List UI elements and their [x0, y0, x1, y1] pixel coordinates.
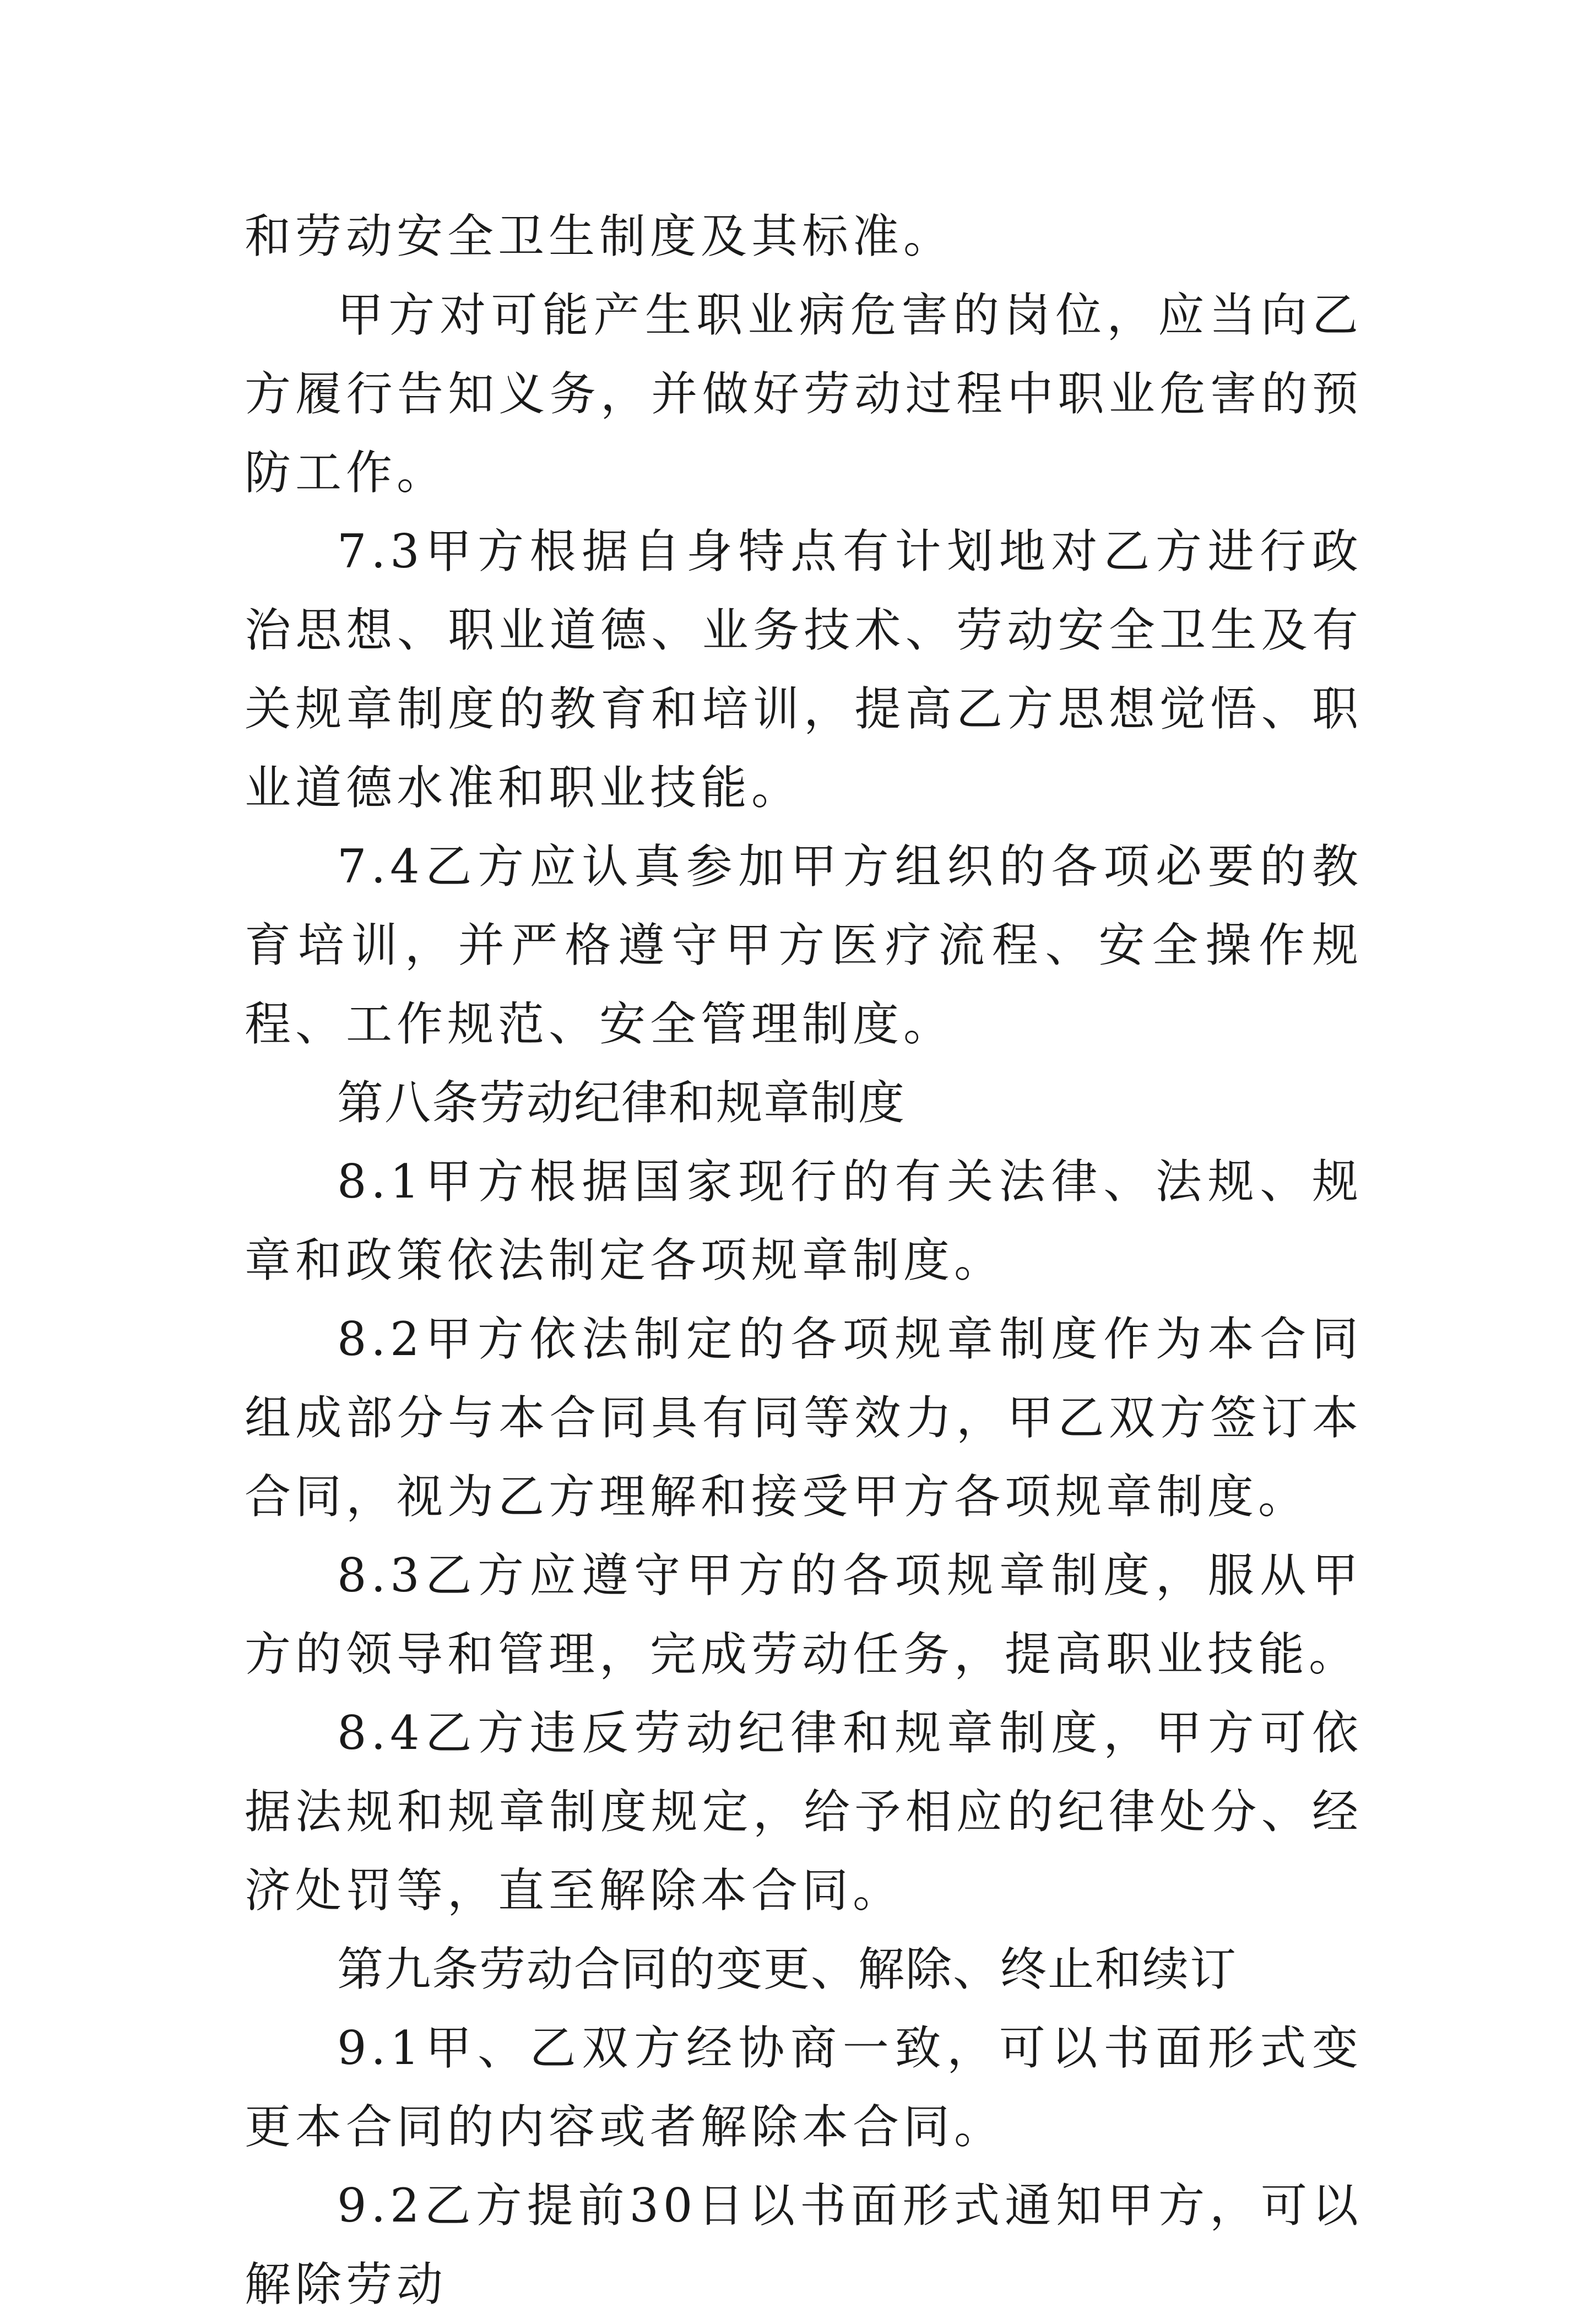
section-heading-article-9: 第九条劳动合同的变更、解除、终止和续订: [337, 1942, 1238, 1996]
paragraph-8-3: 8.3乙方应遵守甲方的各项规章制度，服从甲方的领导和管理，完成劳动任务，提高职业技能。: [245, 1548, 1363, 1681]
paragraph-8-1: 8.1甲方根据国家现行的有关法律、法规、规章和政策依法制定各项规章制度。: [245, 1155, 1363, 1287]
paragraph-9-1: 9.1甲、乙双方经协商一致，可以书面形式变更本合同的内容或者解除本合同。: [245, 2021, 1363, 2154]
paragraph-continuation: 和劳动安全卫生制度及其标准。: [245, 209, 955, 263]
section-heading-article-8: 第八条劳动纪律和规章制度: [337, 1076, 906, 1130]
paragraph-8-2: 8.2甲方依法制定的各项规章制度作为本合同组成部分与本合同具有同等效力，甲乙双方签订本合同，视为乙方理解和接受甲方各项规章制度。: [245, 1312, 1363, 1524]
paragraph-9-2: 9.2乙方提前30日以书面形式通知甲方，可以解除劳动: [245, 2179, 1363, 2311]
document-body: [245, 197, 1363, 2324]
paragraph-7-3: 7.3甲方根据自身特点有计划地对乙方进行政治思想、职业道德、业务技术、劳动安全卫生及有关规章制度的教育和培训，提高乙方思想觉悟、职业道德水准和职业技能。: [245, 524, 1363, 815]
paragraph-occupational-hazard-notice: 甲方对可能产生职业病危害的岗位，应当向乙方履行告知义务，并做好劳动过程中职业危害的预防工作。: [245, 288, 1363, 500]
paragraph-7-4: 7.4乙方应认真参加甲方组织的各项必要的教育培训，并严格遵守甲方医疗流程、安全操作规程、工作规范、安全管理制度。: [245, 839, 1363, 1051]
paragraph-8-4: 8.4乙方违反劳动纪律和规章制度，甲方可依据法规和规章制度规定，给予相应的纪律处分、经济处罚等，直至解除本合同。: [245, 1706, 1363, 1917]
